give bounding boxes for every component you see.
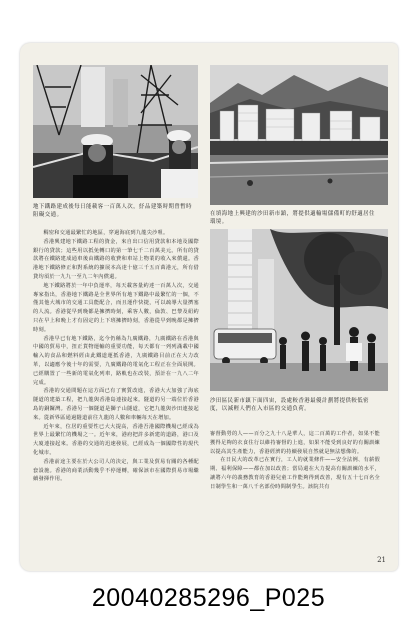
paragraph: 地下鐵路將於一年中負運率，每天載客量約達一百萬人次，交通專家指出，香港地下鐵路是全世界所有地下鐵路中最繁忙的一個，不僅其他大城市的交通工具能配合，而且運作快捷，可以疏導大量擠塞的人流。香港從早到晚都是擁擠時刻，乘客人數，倫敦、巴黎及紐約只在早上和晚上才有固定的上下班擁擠時刻，香港從早到晚都是擁擠時刻。 (33, 282, 199, 333)
photo-shatin-new-town (210, 65, 388, 205)
article-column-right (210, 430, 380, 560)
caption-photo-1: 地下鐵路建成後每日能載客一百萬人次，紓品建築時期曾暫時阻礙交通。 (33, 204, 193, 218)
paragraph: 近年來，位居的重要性已大大提高，香港吾港國際機場已經成為世界上最繁忙的機場之一。近年來，港府把許多新建的道路，港口及大廈連接起來。香港的交通的迅速發展，已經成為一個國際性的現代化城市。 (33, 423, 199, 456)
paragraph: 稠密和交通最繁忙的地區，穿過海底到九龍尖沙咀。 (43, 230, 169, 236)
paragraph: 香港早已有地下鐵路，迄今仍稱為九廣鐵路，九廣鐵路在香港與中國的貿易中，扭正貨物運輸的重要功能，每天都有一列列滿載中國輸入的食品和燃料經由此鐵道運抵香港，九廣鐵路目前正在大力改革，以適應今後十年的需要，九廣鐵路的電氣化工程正在全面展開。已經購置了一些新的電氣化列車，路軌也在改裝，預計在一九八二年完成。 (33, 335, 199, 386)
article-column-left (33, 229, 199, 564)
paragraph: 審督動勞的人——百分之九十八是華人，這二百萬的工作者，如果不能獲得足夠的衣食住行以維持審督的上進，如果不能受到良好的有關訓練以提高其生產能力，香港經濟的持續發展自然就是無法想像的。 (210, 431, 380, 455)
paragraph: 在日民大的改革已在實行，工人的就業條件——安全法例、有薪假期、福利保障——都在加以改善；當局還在大力提高有關訓練的水平，讓將六年的義務教育的香港兒童工作能夠得到改善，現有五十七百名全日制學生和一萬八千名部份時間制學生。該院共有 (210, 457, 380, 490)
caption-photo-3: 沙田區民新市鎮下面四宙，設處較香港最優計劃將提供較低密度，以減輕人們在入市區的交通負荷。 (210, 398, 370, 412)
paragraph: 香港的交通問題在這方面已有了實質改進，香港大大加強了海底隧道的建築工程，把九龍與香港島連接起來。隧道的另一端位於香港島的銅鑼灣。香港另一個隧道是獅子山隧道，它把九龍與沙田連接起來。從新界區通過隧道前往九龍的人數和車輛每天在增加。 (33, 388, 199, 421)
archive-id-label: 20040285296_P025 (91, 584, 326, 612)
paragraph: 香港興建地下鐵路工程的資金，來自出口信用貸款和本地及國際銀行的貸款；這些用以抵免轉口的第一筆七千二百萬美元。所有的貸款將在鐵路建成通車後由鐵路的收費和車站上物業的收入來償還。香港地下鐵路修正和對系統的擴展本高達十億三千五百萬港元，所有借貸均須於一九九一至九二年內償還。 (33, 238, 199, 280)
photo-shatin-residents (210, 229, 388, 391)
page-number: 21 (377, 556, 386, 564)
magazine-page (20, 43, 398, 571)
photo-subway-construction (33, 65, 198, 198)
caption-photo-2: 在填海地上興建的沙田新市鎮，將提供適輸場儲備町的舒適居住環境。 (210, 211, 375, 225)
paragraph: 香港前途主要在於大公司人的決定，與工業及貿易有關的各種配套設施。香港的商業活動幾乎不停運轉，確保該市在國際貿易市場繼續發揮作用。 (33, 458, 199, 483)
